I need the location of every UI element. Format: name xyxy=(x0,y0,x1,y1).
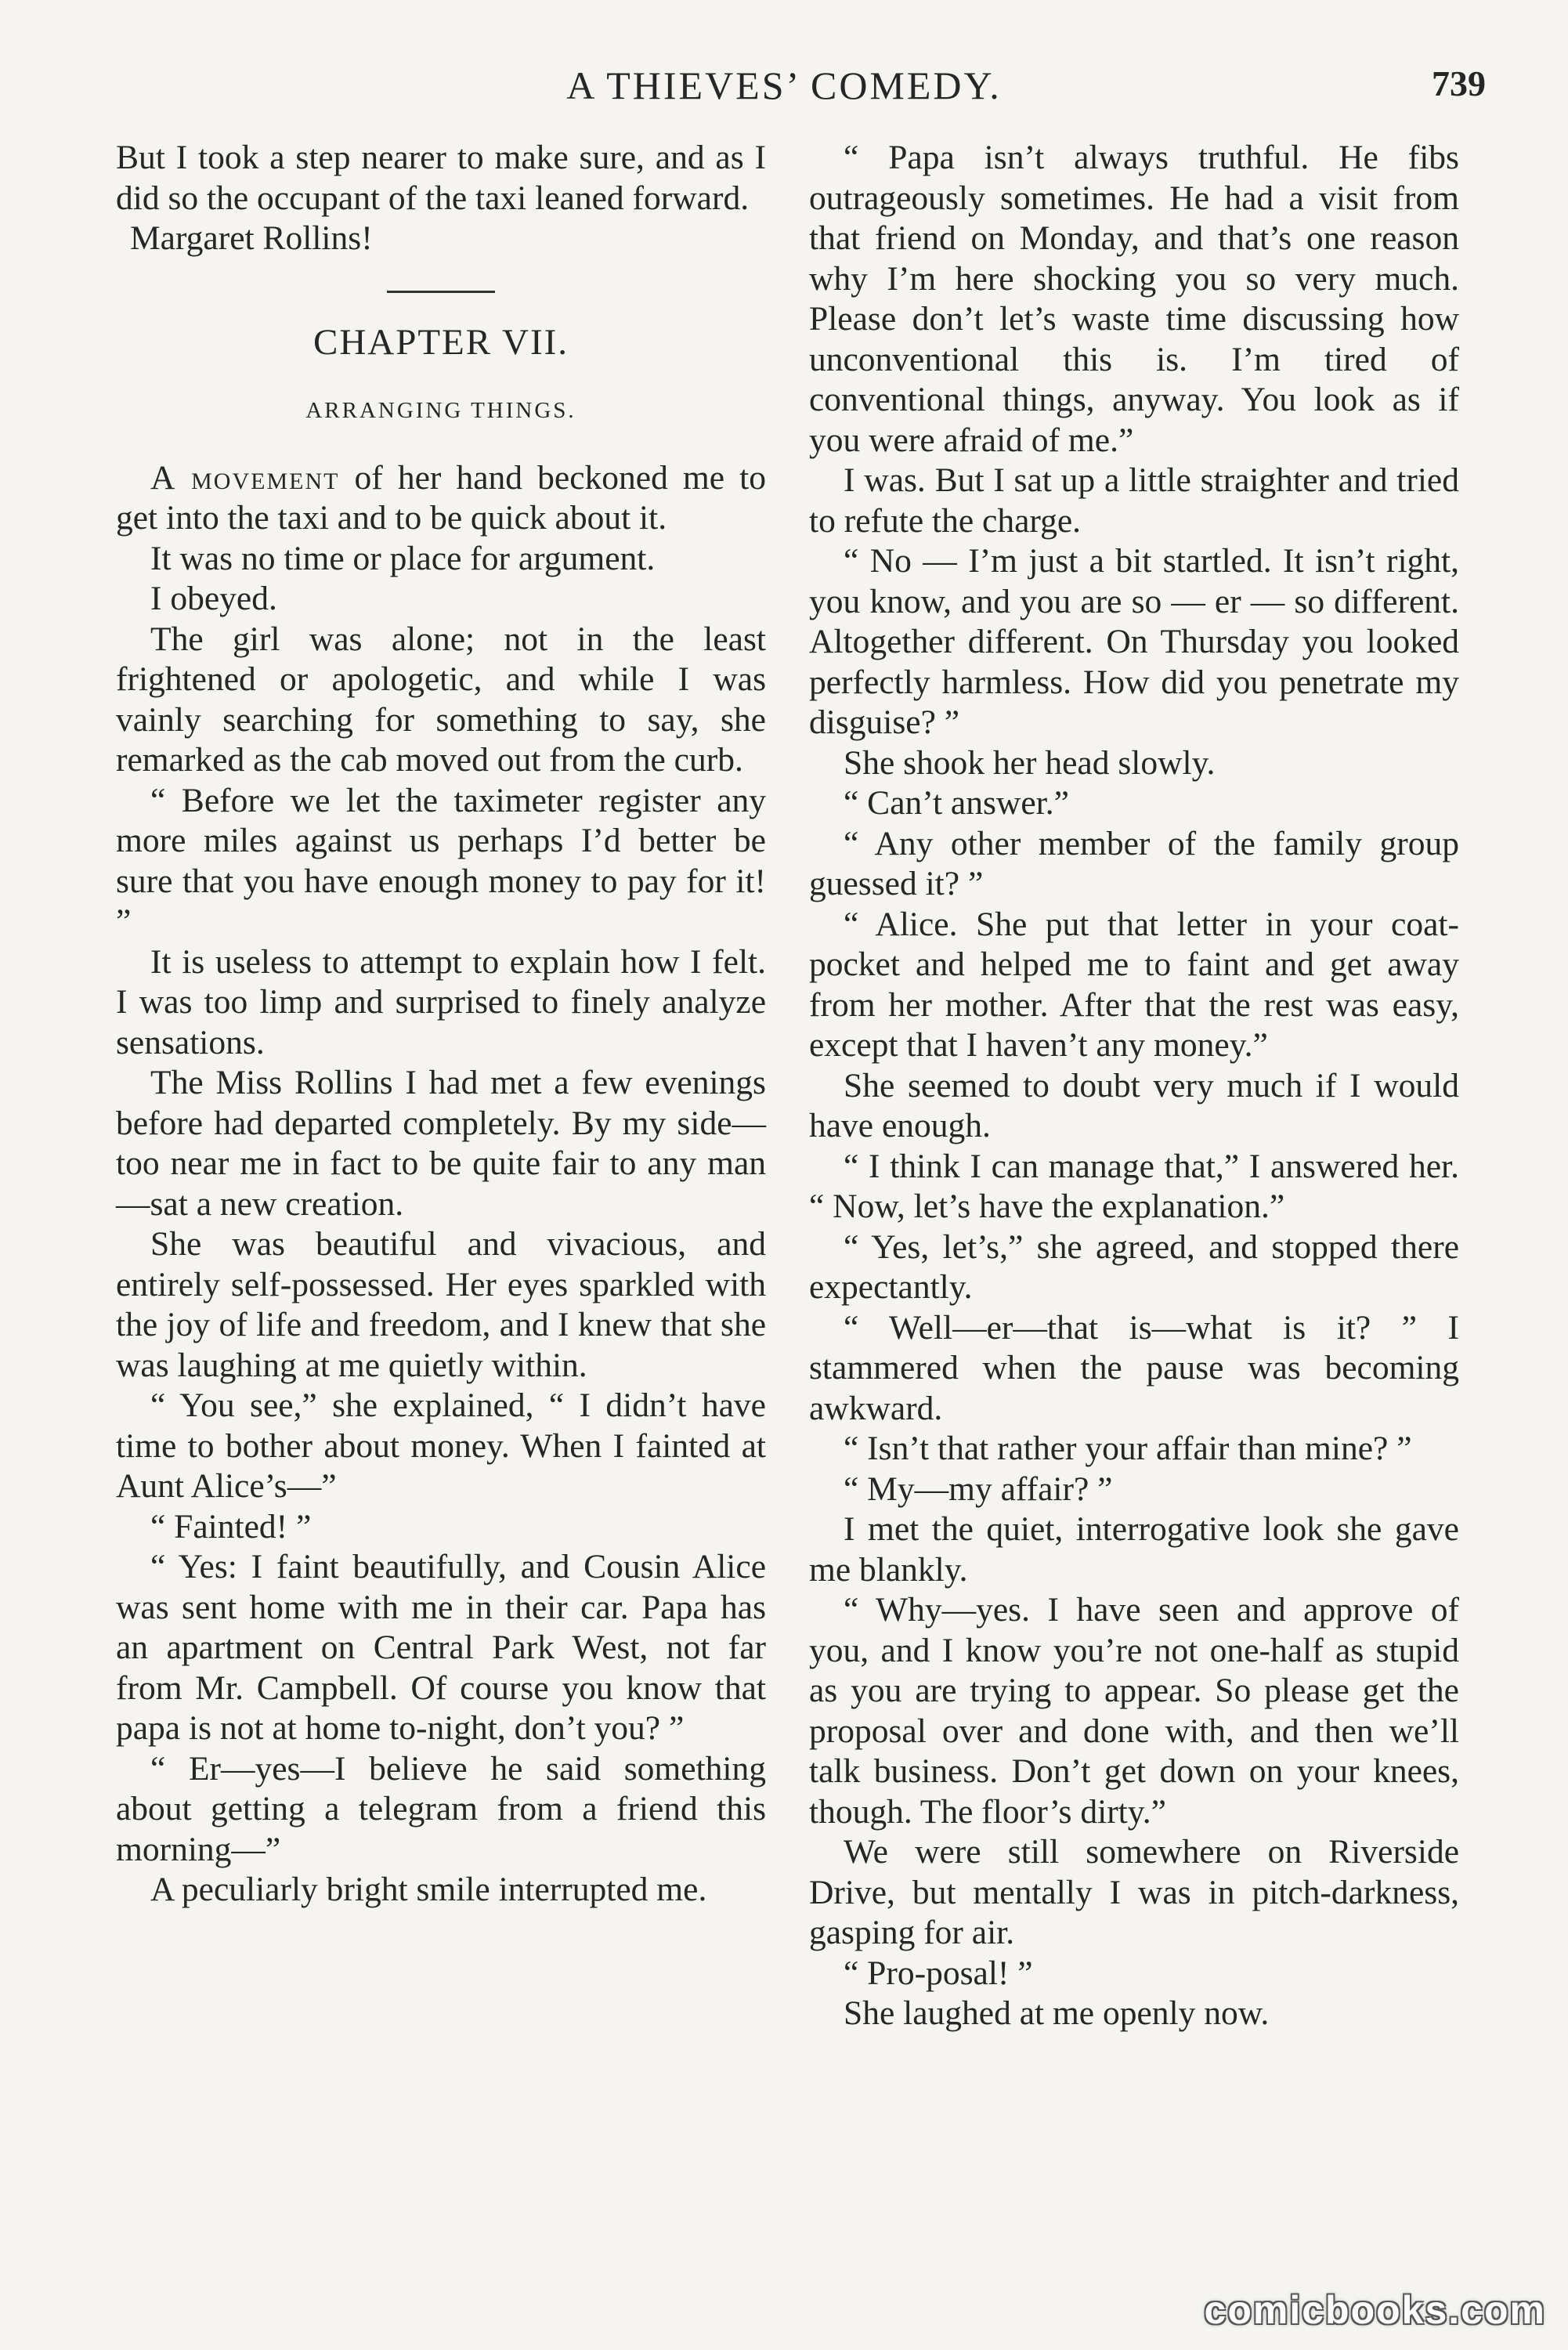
section-divider xyxy=(387,291,495,293)
paragraph: She shook her head slowly. xyxy=(844,743,1216,782)
paragraph: “ Before we let the taximeter register any more miles against us perhaps I’d better be sure that you have enough money to pay for it! ” xyxy=(116,781,766,940)
opening-rest: of her hand beckoned me to get into the taxi and to be quick about it. xyxy=(116,458,766,537)
paragraph: A peculiarly bright smile interrupted me. xyxy=(150,1871,707,1908)
right-column xyxy=(809,138,1459,2034)
paragraph: “ Fainted! ” xyxy=(150,1507,312,1546)
paragraph: “ My—my affair? ” xyxy=(844,1470,1113,1508)
paragraph: I was. But I sat up a little straighter and tried to refute the charge. xyxy=(809,461,1459,540)
paragraph: Margaret Rollins! xyxy=(130,219,373,257)
paragraph: “ Can’t answer.” xyxy=(844,784,1069,822)
paragraph: “ I think I can manage that,” I answered her. “ Now, let’s have the explanation.” xyxy=(809,1147,1459,1225)
paragraph: “ Alice. She put that letter in your coat-pocket and helped me to faint and get away from her mother. After that the rest was easy, except that I haven’t any money.” xyxy=(809,905,1459,1064)
chapter-subtitle: ARRANGING THINGS. xyxy=(305,398,576,423)
paragraph: “ Pro-posal! ” xyxy=(844,1954,1033,1992)
paragraph: “ Isn’t that rather your affair than mine? ” xyxy=(844,1430,1412,1467)
paragraph: “ Yes, let’s,” she agreed, and stopped there expectantly. xyxy=(809,1227,1459,1306)
watermark-logo: comicbooks.com xyxy=(1204,2288,1546,2332)
paragraph: She was beautiful and vivacious, and entirely self-possessed. Her eyes sparkled with the joy of life and freedom, and I knew that she was laughing at me quietly within. xyxy=(116,1225,766,1384)
paragraph: “ No — I’m just a bit startled. It isn’t right, you know, and you are so — er — so different. Altogether different. On Thursday you looked perfectly harmless. How did you penetrate my disguise? ” xyxy=(809,542,1459,741)
opening-words: A movement xyxy=(150,458,340,497)
paragraph: “ Well—er—that is—what is it? ” I stammered when the pause was becoming awkward. xyxy=(809,1308,1459,1427)
left-column xyxy=(116,138,766,1911)
paragraph: It was no time or place for argument. xyxy=(150,539,656,577)
paragraph: She seemed to doubt very much if I would have enough. xyxy=(809,1066,1459,1144)
paragraph: She laughed at me openly now. xyxy=(844,1994,1270,2032)
chapter-opening-paragraph xyxy=(116,458,766,539)
paragraph: “ Any other member of the family group guessed it? ” xyxy=(809,824,1459,902)
paragraph: We were still somewhere on Riverside Drive, but mentally I was in pitch-darkness, gasping for air. xyxy=(809,1833,1459,1951)
paragraph: “ You see,” she explained, “ I didn’t have time to bother about money. When I fainted at Aunt Alice’s—” xyxy=(116,1386,766,1505)
paragraph: “ Papa isn’t always truthful. He fibs outrageously sometimes. He had a visit from that friend on Monday, and that’s one reason why I’m here shocking you so very much. Please don’t let’s waste time discussing how unconventional this is. I’m tired of conventional things, anyway. You look as if you were afraid of me.” xyxy=(809,139,1459,459)
page-header xyxy=(0,55,1568,118)
paragraph: The girl was alone; not in the least frightened or apologetic, and while I was vainly searching for something to say, she remarked as the cab moved out from the curb. xyxy=(116,620,766,779)
page-number: 739 xyxy=(1432,63,1486,103)
paragraph: “ Yes: I faint beautifully, and Cousin Alice was sent home with me in their car. Papa has an apartment on Central Park West, not far from Mr. Campbell. Of course you know that papa is not at home to-night, don’t you? ” xyxy=(116,1548,766,1747)
paragraph: It is useless to attempt to explain how I felt. I was too limp and surprised to finely analyze sensations. xyxy=(116,942,766,1061)
paragraph: The Miss Rollins I had met a few evenings before had departed completely. By my side—too near me in fact to be quite fair to any man—sat a new creation. xyxy=(116,1064,766,1223)
chapter-title: CHAPTER VII. xyxy=(313,321,569,363)
paragraph: I obeyed. xyxy=(150,580,277,617)
running-title: A THIEVES’ COMEDY. xyxy=(566,63,1002,107)
paragraph: “ Why—yes. I have seen and approve of you, and I know you’re not one-half as stupid as you are trying to appear. So please get the proposal over and done with, and then we’ll talk business. Don’t get down on your knees, though. The floor’s dirty.” xyxy=(809,1591,1459,1831)
paragraph: But I took a step nearer to make sure, and as I did so the occupant of the taxi leaned forward. xyxy=(116,139,766,217)
paragraph: I met the quiet, interrogative look she gave me blankly. xyxy=(809,1510,1459,1589)
paragraph: “ Er—yes—I believe he said something about getting a telegram from a friend this morning—” xyxy=(116,1749,766,1868)
